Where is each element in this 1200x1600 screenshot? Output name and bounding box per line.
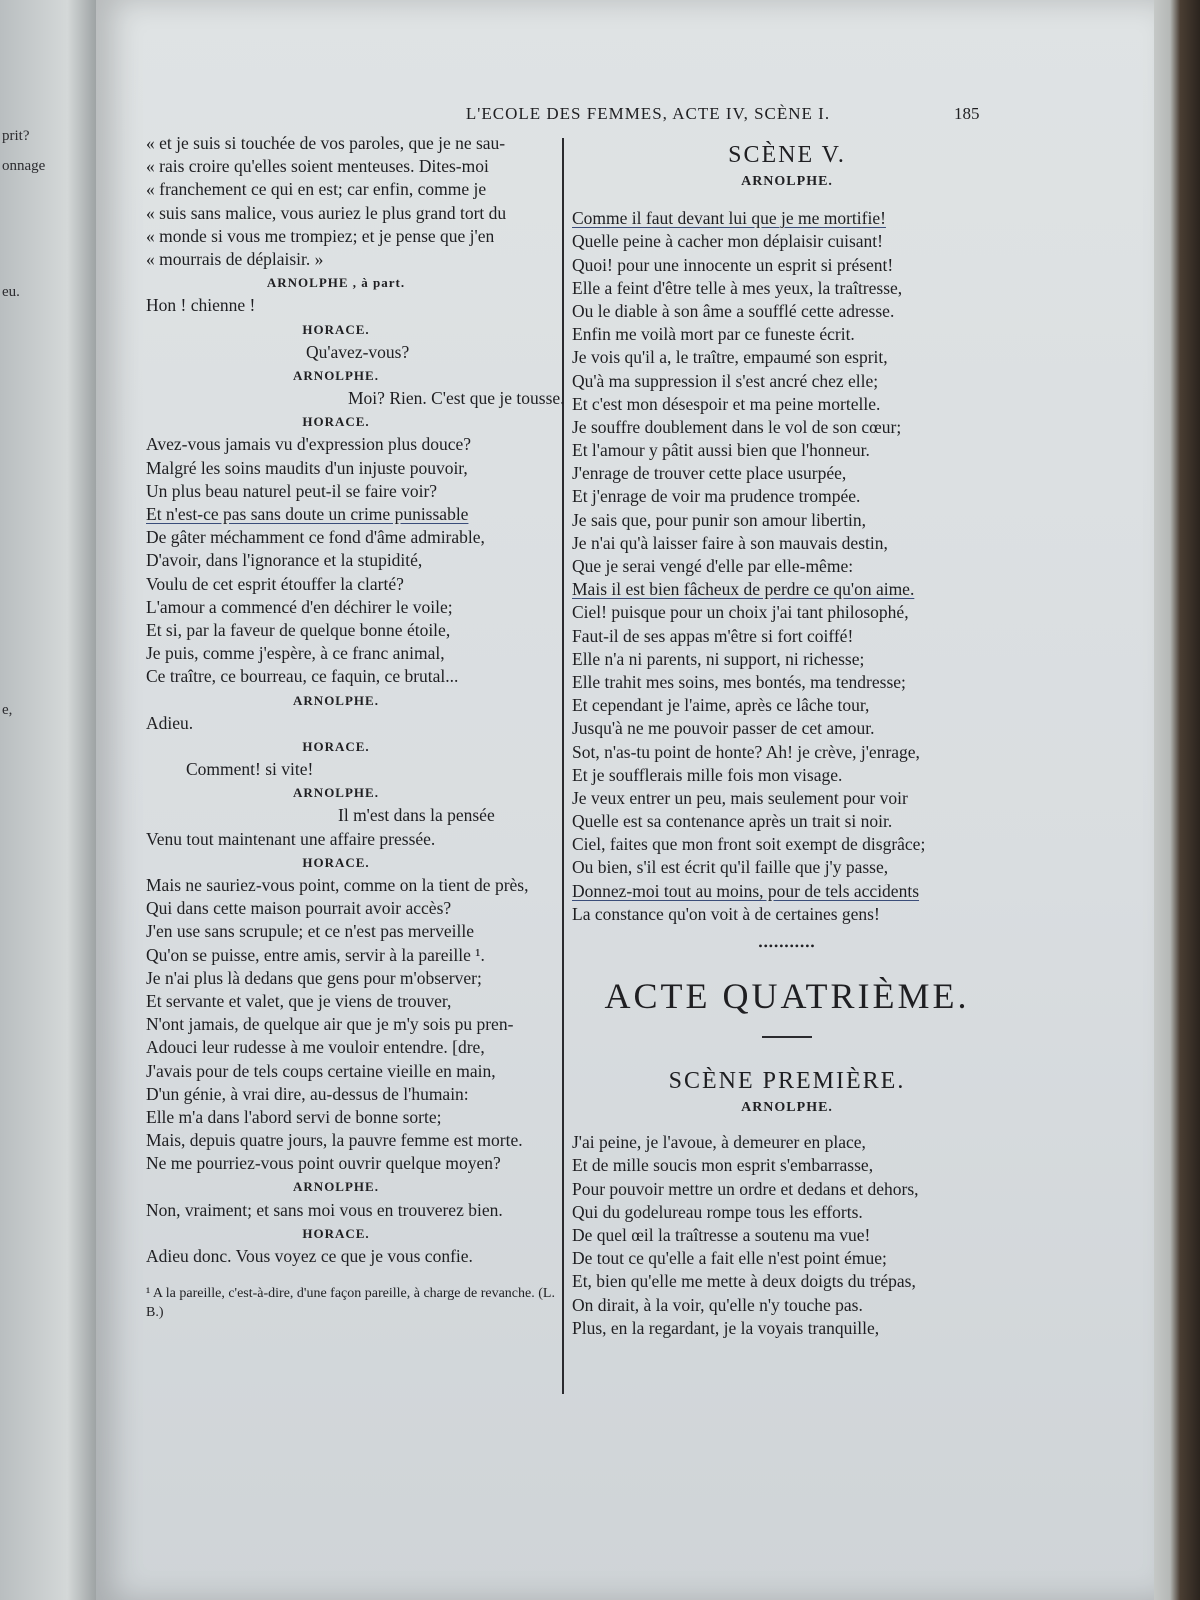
verse-line: Adouci leur rudesse à me vouloir entendre. [dre, [146,1037,485,1058]
facing-page-edge [0,0,96,1600]
verse-line: Mais, depuis quatre jours, la pauvre femme est morte. [146,1130,523,1151]
verse-line: Qu'à ma suppression il s'est ancré chez elle; [572,370,879,391]
verse-line: La constance qu'on voit à de certaines gens! [572,903,880,924]
running-head: L'ECOLE DES FEMMES, ACTE IV, SCÈNE I. [465,104,831,123]
margin-fragment: eu. [2,284,20,300]
verse-line: Et de mille soucis mon esprit s'embarrasse, [572,1155,874,1176]
verse-line: Je n'ai plus là dedans que gens pour m'observer; [146,967,482,988]
verse-line: Je sais que, pour punir son amour libertin, [572,509,867,530]
verse-line: N'ont jamais, de quelque air que je m'y sois pu pren- [146,1014,514,1035]
verse-line: Mais ne sauriez-vous point, comme on la tient de près, [146,875,529,895]
verse-line: Adieu. [146,712,194,733]
speaker-label: HORACE. [302,738,370,754]
speaker-label: ARNOLPHE. [293,785,379,801]
margin-fragment: onnage [2,158,46,174]
verse-line: Qui du godelureau rompe tous les efforts. [572,1201,863,1222]
scene-title: SCÈNE V. [728,142,846,168]
verse-line: J'en use sans scrupule; et ce n'est pas merveille [146,921,475,942]
text-line: « monde si vous me trompiez; et je pense que j'en [146,225,495,246]
verse-line: Venu tout maintenant une affaire pressée. [146,828,436,849]
verse-line: Que je serai vengé d'elle par elle-même: [572,556,854,576]
scene-title: SCÈNE PREMIÈRE. [668,1068,906,1094]
speaker-label: ARNOLPHE. [741,174,833,189]
verse-line: Hon ! chienne ! [146,295,256,316]
verse-line: D'avoir, dans l'ignorance et la stupidité, [146,550,423,571]
text-line: « mourrais de déplaisir. » [146,248,324,269]
verse-line: Elle a feint d'être telle à mes yeux, la traîtresse, [572,277,903,298]
verse-line: Je veux entrer un peu, mais seulement pour voir [572,787,908,808]
margin-fragment: prit? [2,128,30,144]
speaker-label: ARNOLPHE , à part. [266,275,406,291]
verse-line: Adieu donc. Vous voyez ce que je vous confie. [146,1246,473,1266]
text-line: « et je suis si touchée de vos paroles, que je ne sau- [146,133,506,153]
right-column [572,140,1002,1340]
verse-line: Et j'enrage de voir ma prudence trompée. [572,486,861,507]
verse-line: De gâter méchamment ce fond d'âme admirable, [146,527,485,548]
verse-line: De quel œil la traîtresse a soutenu ma vue! [572,1224,871,1245]
speaker-label: HORACE. [302,854,370,870]
verse-line: Ce traître, ce bourreau, ce faquin, ce brutal... [146,666,459,687]
verse-line: De tout ce qu'elle a fait elle n'est point émue; [572,1248,887,1269]
verse-line: Qui dans cette maison pourrait avoir accès? [146,898,452,919]
speaker-label: ARNOLPHE. [293,692,379,708]
speaker-label: ARNOLPHE. [293,367,379,383]
verse-line: D'un génie, à vrai dire, au-dessus de l'humain: [146,1083,469,1104]
text-line: « rais croire qu'elles soient menteuses. Dites-moi [146,156,489,177]
verse-line-underlined: Et n'est-ce pas sans doute un crime punissable [146,504,469,524]
verse-line: Quelle peine à cacher mon déplaisir cuisant! [572,231,883,252]
verse-line: Plus, en la regardant, je la voyais tranquille, [572,1317,880,1338]
verse-line: Moi? Rien. C'est que je tousse. [348,388,565,409]
page-number: 185 [954,104,980,123]
verse-line: J'avais pour de tels coups certaine vieille en main, [146,1060,496,1081]
verse-line: Voulu de cet esprit étouffer la clarté? [146,573,404,594]
book-edge [1150,0,1200,1600]
verse-line: Elle trahit mes soins, mes bontés, ma tendresse; [572,671,906,692]
verse-line: Quelle est sa contenance après un trait si noir. [572,811,893,832]
verse-line: Comment! si vite! [186,759,314,780]
verse-line: Ne me pourriez-vous point ouvrir quelque moyen? [146,1153,501,1174]
verse-line: Et servante et valet, que je viens de trouver, [146,990,452,1011]
verse-line: Jusqu'à ne me pouvoir passer de cet amour. [572,718,875,739]
margin-fragment: e, [2,702,13,718]
verse-line: Elle m'a dans l'abord servi de bonne sorte; [146,1106,442,1127]
verse-line: Qu'avez-vous? [306,341,410,362]
verse-line: Je n'ai qu'à laisser faire à son mauvais destin, [572,532,888,553]
verse-line: Et c'est mon désespoir et ma peine mortelle. [572,393,881,414]
ornament-divider: ••••••••••• [758,939,816,953]
verse-line: Ou le diable à son âme a soufflé cette adresse. [572,300,895,321]
verse-line: Pour pouvoir mettre un ordre et dedans et dehors, [572,1178,919,1199]
speaker-label: HORACE. [302,321,370,337]
verse-line: Il m'est dans la pensée [338,805,495,826]
verse-line-underlined: Mais il est bien fâcheux de perdre ce qu'on aime. [572,579,915,600]
verse-line: L'amour a commencé d'en déchirer le voile; [146,596,453,617]
verse-line: Quoi! pour une innocente un esprit si présent! [572,254,894,275]
speaker-label: ARNOLPHE. [741,1100,833,1115]
verse-line: Je puis, comme j'espère, à ce franc animal, [146,643,445,664]
verse-line: Ciel, faites que mon front soit exempt de disgrâce; [572,834,926,855]
verse-line-underlined: Comme il faut devant lui que je me mortifie! [572,208,886,229]
verse-line: J'ai peine, je l'avoue, à demeurer en place, [572,1132,866,1153]
verse-line: Et, bien qu'elle me mette à deux doigts du trépas, [572,1271,916,1292]
left-column [116,132,565,1322]
verse-line: Et je soufflerais mille fois mon visage. [572,764,843,785]
text-line: « suis sans malice, vous auriez le plus grand tort du [146,202,507,223]
verse-line-underlined: Donnez-moi tout au moins, pour de tels accidents [572,880,920,901]
verse-line: Ou bien, s'il est écrit qu'il faille que j'y passe, [572,857,889,878]
verse-line: Je vois qu'il a, le traître, empaumé son esprit, [572,347,888,368]
verse-line: Sot, n'as-tu point de honte? Ah! je crève, j'enrage, [572,741,920,762]
book-page [96,0,1154,1600]
verse-line: Enfin me voilà mort par ce funeste écrit. [572,324,855,345]
verse-line: Malgré les soins maudits d'un injuste pouvoir, [146,457,468,478]
verse-line: Faut-il de ses appas m'être si fort coiffé! [572,625,854,646]
verse-line: Et cependant je l'aime, après ce lâche tour, [572,695,870,716]
verse-line: Je souffre doublement dans le vol de son cœur; [572,416,902,437]
text-line: « franchement ce qui en est; car enfin, comme je [146,179,487,200]
verse-line: On dirait, à la voir, qu'elle n'y touche pas. [572,1294,863,1315]
verse-line: Elle n'a ni parents, ni support, ni richesse; [572,648,865,669]
verse-line: Qu'on se puisse, entre amis, servir à la pareille ¹. [146,944,485,965]
verse-line: Avez-vous jamais vu d'expression plus douce? [146,434,472,455]
speaker-label: HORACE. [302,1225,370,1241]
verse-line: Et l'amour y pâtit aussi bien que l'honneur. [572,440,870,461]
verse-line: J'enrage de trouver cette place usurpée, [572,463,847,484]
act-title: ACTE QUATRIÈME. [604,976,970,1016]
act-title-rule [762,1036,812,1038]
verse-line: Un plus beau naturel peut-il se faire voir? [146,480,438,501]
speaker-label: ARNOLPHE. [293,1179,379,1195]
verse-line: Et si, par la faveur de quelque bonne étoile, [146,619,451,640]
verse-line: Ciel! puisque pour un choix j'ai tant philosophé, [572,602,909,623]
speaker-label: HORACE. [302,414,370,430]
footnote: ¹ A la pareille, c'est-à-dire, d'une façon pareille, à charge de revanche. (L. B.) [146,1286,555,1321]
verse-line: Non, vraiment; et sans moi vous en trouverez bien. [146,1199,503,1220]
column-divider [562,138,564,1394]
